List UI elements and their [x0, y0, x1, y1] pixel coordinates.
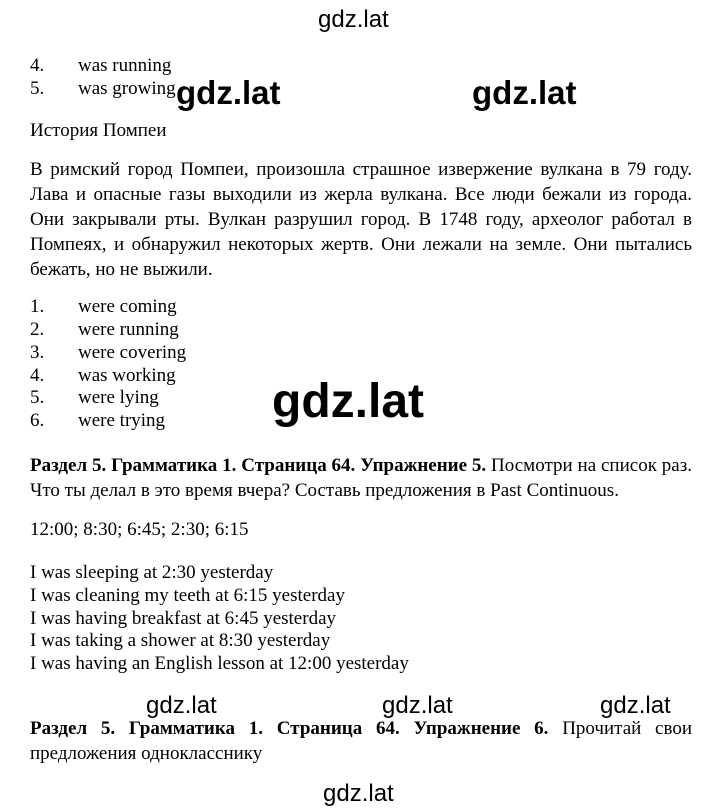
list-number: 4. [30, 55, 45, 76]
watermark: gdz.lat [382, 692, 453, 719]
watermark: gdz.lat [272, 375, 424, 428]
story-title: История Помпеи [30, 120, 167, 141]
exercise-5-heading: Раздел 5. Грамматика 1. Страница 64. Упражнение 5. [30, 455, 487, 476]
answer-item [30, 410, 165, 432]
answer-text: was working [78, 365, 176, 386]
answer-item [30, 365, 176, 387]
answer-number: 1. [30, 296, 45, 317]
sentence: I was cleaning my teeth at 6:15 yesterday [30, 585, 345, 606]
answer-item [30, 342, 186, 364]
answer-number: 6. [30, 410, 45, 431]
answer-number: 4. [30, 365, 45, 386]
list-text: was running [78, 55, 172, 76]
answer-text: were covering [78, 342, 187, 363]
answer-text: were running [78, 319, 179, 340]
exercise-6-instruction [30, 716, 692, 766]
answer-number: 5. [30, 387, 45, 408]
answer-item [30, 296, 177, 318]
list-item [30, 55, 171, 77]
answer-text: were lying [78, 387, 159, 408]
sentence: I was taking a shower at 8:30 yesterday [30, 630, 331, 651]
sentence: I was having an English lesson at 12:00 yesterday [30, 653, 409, 674]
story-text: В римский город Помпеи, произошла страшное извержение вулкана в 79 году. Лава и опасные газы выходили из жерла вулкана. Все люди бежали из города. Они закрывали рты. Вулкан разрушил город. В 1748 году, археолог работал в Помпеях, и обнаружил некоторых жертв. Они лежали на земле. Они пытались бежать, но не выжили. [30, 159, 692, 280]
list-text: was growing [78, 78, 176, 99]
exercise-5-instruction [30, 453, 692, 503]
watermark: gdz.lat [318, 6, 389, 33]
watermark: gdz.lat [472, 74, 577, 111]
answer-item [30, 387, 159, 409]
answer-number: 3. [30, 342, 45, 363]
sentence: I was having breakfast at 6:45 yesterday [30, 608, 337, 629]
watermark: gdz.lat [323, 780, 394, 807]
answer-text: were trying [78, 410, 166, 431]
exercise-6-heading: Раздел 5. Грамматика 1. Страница 64. Упражнение 6. [30, 718, 549, 739]
watermark: gdz.lat [146, 692, 217, 719]
exercise-5-task: Посмотри на список раз. Что ты делал в это время вчера? Составь предложения в Past Continuous. [30, 455, 692, 501]
watermark: gdz.lat [176, 74, 281, 111]
answer-item [30, 319, 179, 341]
watermark: gdz.lat [600, 692, 671, 719]
answer-number: 2. [30, 319, 45, 340]
answer-text: were coming [78, 296, 177, 317]
list-item [30, 78, 176, 100]
times-list: 12:00; 8:30; 6:45; 2:30; 6:15 [30, 519, 249, 540]
exercise-6-task: Прочитай свои предложения однокласснику [30, 718, 692, 764]
sentence: I was sleeping at 2:30 yesterday [30, 562, 274, 583]
list-number: 5. [30, 78, 45, 99]
